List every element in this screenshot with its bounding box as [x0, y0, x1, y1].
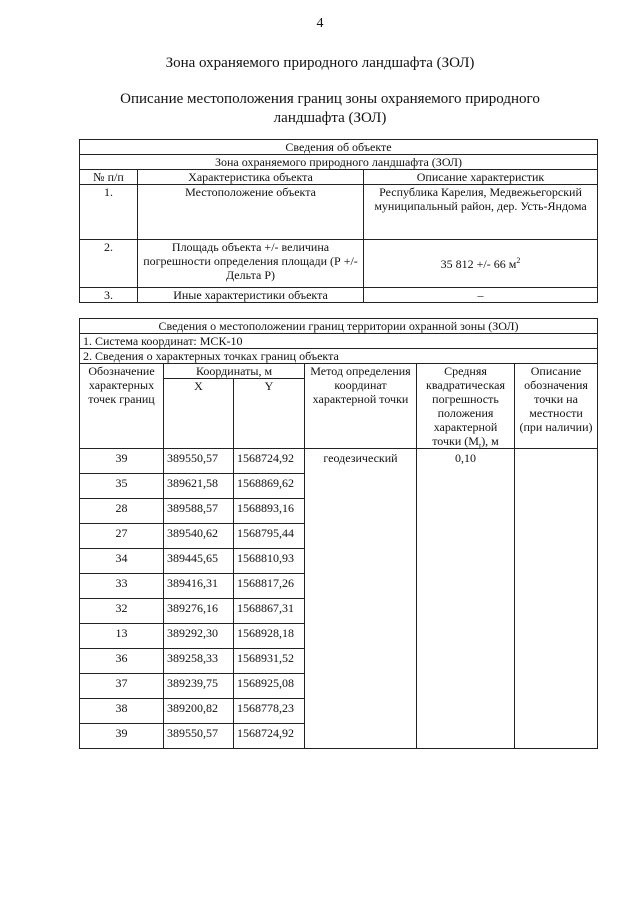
header-point-description: Описание обозначения точки на местности (при наличии)	[515, 364, 598, 449]
area-unit-sup: 2	[516, 255, 521, 265]
row-characteristic: Площадь объекта +/- величина погрешности определения площади (Р +/- Дельта Р)	[138, 240, 364, 288]
point-x: 389621,58	[164, 474, 234, 499]
point-x: 389550,57	[164, 724, 234, 749]
row-description: Республика Карелия, Медвежьегорский муниципальный район, дер. Усть-Яндома	[364, 185, 598, 240]
point-id: 37	[80, 674, 164, 699]
object-info-table	[79, 139, 598, 303]
row-num: 1.	[80, 185, 138, 240]
coordinate-system: 1. Система координат: МСК-10	[80, 334, 598, 349]
header-num: № п/п	[80, 170, 138, 185]
point-y: 1568867,31	[234, 599, 305, 624]
row-num: 2.	[80, 240, 138, 288]
header-description: Описание характеристик	[364, 170, 598, 185]
row-characteristic: Местоположение объекта	[138, 185, 364, 240]
table-row	[80, 185, 598, 240]
table-row	[80, 240, 598, 288]
header-y: Y	[234, 379, 305, 449]
point-id: 27	[80, 524, 164, 549]
table-row	[80, 449, 598, 474]
point-y: 1568925,08	[234, 674, 305, 699]
point-id: 32	[80, 599, 164, 624]
boundary-points-table	[79, 318, 598, 749]
point-method: геодезический	[305, 449, 417, 749]
point-y: 1568817,26	[234, 574, 305, 599]
point-id: 38	[80, 699, 164, 724]
point-x: 389200,82	[164, 699, 234, 724]
row-characteristic: Иные характеристики объекта	[138, 288, 364, 303]
point-x: 389540,62	[164, 524, 234, 549]
point-y: 1568869,62	[234, 474, 305, 499]
point-id: 39	[80, 449, 164, 474]
point-id: 28	[80, 499, 164, 524]
points-section-title: 2. Сведения о характерных точках границ объекта	[80, 349, 598, 364]
point-id: 36	[80, 649, 164, 674]
header-characteristic: Характеристика объекта	[138, 170, 364, 185]
point-id: 13	[80, 624, 164, 649]
area-value: 35 812 +/- 66 м	[440, 256, 517, 271]
point-id: 35	[80, 474, 164, 499]
page-number: 4	[316, 16, 324, 31]
point-y: 1568724,92	[234, 724, 305, 749]
header-point: Обозначение характерных точек границ	[80, 364, 164, 449]
point-y: 1568810,93	[234, 549, 305, 574]
header-accuracy-end: ), м	[481, 434, 499, 448]
header-x: X	[164, 379, 234, 449]
header-accuracy-text: Средняя квадратическая погрешность положения характерной точки (M	[426, 364, 505, 448]
point-x: 389239,75	[164, 674, 234, 699]
point-y: 1568931,52	[234, 649, 305, 674]
point-x: 389276,16	[164, 599, 234, 624]
point-id: 34	[80, 549, 164, 574]
point-description	[515, 449, 598, 749]
header-coords: Координаты, м	[164, 364, 305, 379]
point-x: 389588,57	[164, 499, 234, 524]
point-y: 1568928,18	[234, 624, 305, 649]
point-y: 1568724,92	[234, 449, 305, 474]
points-body	[80, 449, 598, 749]
object-name: Зона охраняемого природного ландшафта (ЗОЛ)	[80, 155, 598, 170]
point-y: 1568795,44	[234, 524, 305, 549]
point-x: 389258,33	[164, 649, 234, 674]
row-num: 3.	[80, 288, 138, 303]
row-description: –	[364, 288, 598, 303]
point-y: 1568893,16	[234, 499, 305, 524]
table-row	[80, 288, 598, 303]
object-info-section-title: Сведения об объекте	[80, 140, 598, 155]
point-y: 1568778,23	[234, 699, 305, 724]
page-title: Зона охраняемого природного ландшафта (ЗОЛ)	[165, 55, 475, 71]
point-x: 389292,30	[164, 624, 234, 649]
point-x: 389445,65	[164, 549, 234, 574]
boundaries-section-title: Сведения о местоположении границ территории охранной зоны (ЗОЛ)	[80, 319, 598, 334]
header-accuracy-sub: t	[478, 441, 482, 451]
point-accuracy: 0,10	[417, 449, 515, 749]
header-method: Метод определения координат характерной точки	[305, 364, 417, 449]
row-description	[364, 240, 598, 288]
header-accuracy	[417, 364, 515, 449]
point-x: 389416,31	[164, 574, 234, 599]
point-id: 39	[80, 724, 164, 749]
page-subtitle: Описание местоположения границ зоны охраняемого природного ландшафта (ЗОЛ)	[120, 91, 540, 126]
point-x: 389550,57	[164, 449, 234, 474]
point-id: 33	[80, 574, 164, 599]
